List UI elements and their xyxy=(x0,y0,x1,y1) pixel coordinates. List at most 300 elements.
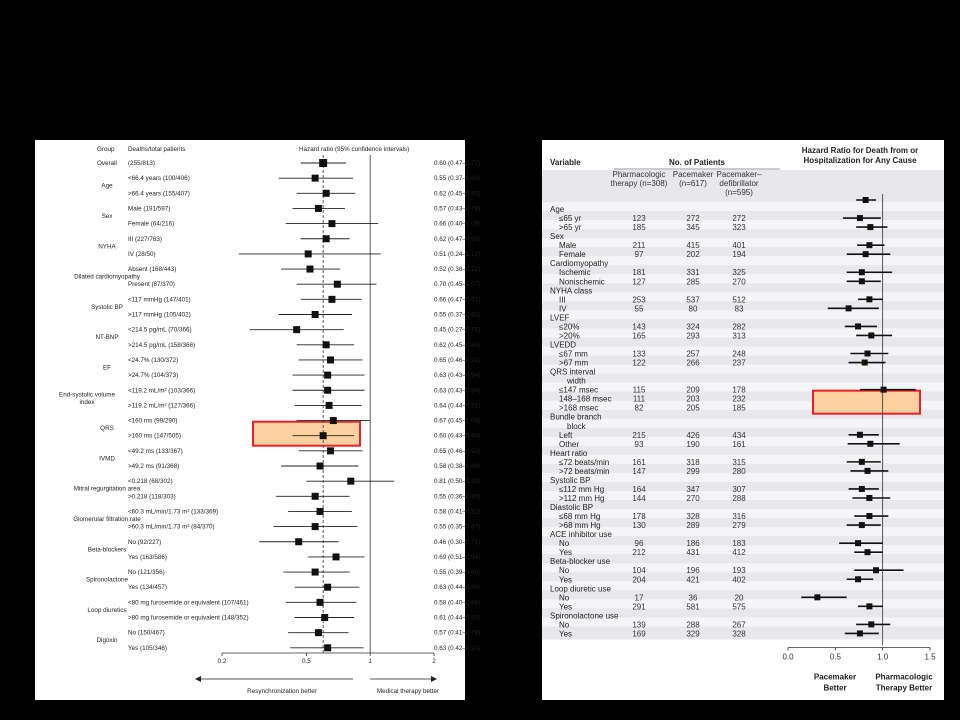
patient-count: 279 xyxy=(732,521,746,531)
variable-header: Systolic BP xyxy=(550,475,591,485)
hazard-ratio-marker xyxy=(334,281,341,288)
variable-header: LVEDD xyxy=(550,340,577,350)
hazard-ratio-value: 0.55 (0.39–0.80) xyxy=(434,569,481,577)
patient-count: 144 xyxy=(632,493,646,503)
hazard-ratio-marker xyxy=(306,266,313,273)
right-arrowhead xyxy=(431,676,437,682)
patient-count: 80 xyxy=(688,304,698,314)
subgroup-label: <119.2 mL/m² (103/366) xyxy=(128,387,196,395)
hazard-ratio-value: 0.63 (0.44–0.89) xyxy=(434,584,481,592)
group-label: Age xyxy=(101,182,113,190)
subgroup-label: Absent (168/443) xyxy=(128,266,177,274)
patient-count: 257 xyxy=(686,349,700,359)
variable-header: Diastolic BP xyxy=(550,503,594,513)
hazard-ratio-marker xyxy=(326,402,333,409)
hazard-ratio-value: 0.60 (0.47–0.77) xyxy=(434,160,481,167)
patient-count: 248 xyxy=(732,349,746,359)
hazard-ratio-value: 0.46 (0.30–0.71) xyxy=(434,538,481,546)
x-tick-label: 2 xyxy=(432,658,436,665)
subgroup-label: No xyxy=(559,620,570,630)
hazard-ratio-value: 0.66 (0.40–1.09) xyxy=(434,220,481,228)
patient-count: 203 xyxy=(686,394,700,404)
patient-count: 288 xyxy=(686,620,700,630)
chart-title: Hazard Ratio for Death from or xyxy=(801,146,919,155)
patient-count: 36 xyxy=(688,593,698,603)
patient-count: 186 xyxy=(686,539,700,549)
subgroup-label: ≤20% xyxy=(559,322,580,332)
patient-count: 272 xyxy=(732,214,746,224)
group-label: Spironolactone xyxy=(85,576,129,584)
patient-count: 232 xyxy=(732,394,746,404)
patient-count: 193 xyxy=(732,566,746,576)
hazard-ratio-marker xyxy=(881,387,887,393)
hazard-ratio-value: 0.45 (0.27–0.75) xyxy=(434,326,481,334)
hazard-ratio-value: 0.61 (0.44–0.84) xyxy=(434,614,481,622)
hazard-ratio-marker xyxy=(328,296,335,303)
group-label: Loop diuretics xyxy=(87,606,127,614)
patient-count: 401 xyxy=(732,241,746,251)
subgroup-label: No xyxy=(559,593,570,603)
hazard-ratio-marker xyxy=(859,522,865,528)
group-label: Digoxin xyxy=(96,637,118,645)
patient-count: 164 xyxy=(632,484,646,494)
header-num-patients: No. of Patients xyxy=(668,158,726,167)
patient-count: 185 xyxy=(632,223,646,233)
column-header: defibrillator xyxy=(719,179,759,188)
subgroup-label: III xyxy=(559,295,566,305)
patient-count: 143 xyxy=(632,322,646,332)
hazard-ratio-value: 0.65 (0.46–0.92) xyxy=(434,447,481,455)
left-arrowhead xyxy=(195,676,201,682)
patient-count: 96 xyxy=(634,539,644,549)
subgroup-label: No xyxy=(559,539,570,549)
subgroup-label: >49.2 ms (91/368) xyxy=(128,463,180,470)
patient-count: 267 xyxy=(732,620,746,630)
patient-count: 328 xyxy=(686,512,700,522)
hazard-ratio-marker xyxy=(855,576,861,582)
variable-header: Bundle branch xyxy=(550,412,602,422)
hazard-ratio-marker xyxy=(863,197,869,203)
patient-count: 20 xyxy=(734,593,744,603)
column-header: Pacemaker– xyxy=(716,170,762,179)
hazard-ratio-marker xyxy=(866,603,872,609)
patient-count: 97 xyxy=(634,250,644,260)
patient-count: 293 xyxy=(686,331,700,341)
patient-count: 316 xyxy=(732,512,746,522)
variable-header: Spironolactone use xyxy=(550,611,619,621)
subgroup-label: <80 mg furosemide or equivalent (107/461) xyxy=(128,599,249,607)
hazard-ratio-value: 0.63 (0.43–0.94) xyxy=(434,387,481,395)
subgroup-label: ≤68 mm Hg xyxy=(559,512,601,522)
subgroup-label: Male xyxy=(559,241,577,251)
subgroup-label: >20% xyxy=(559,331,580,341)
patient-count: 581 xyxy=(686,602,700,612)
hazard-ratio-marker xyxy=(866,296,872,302)
footer-resynchronization-better: Resynchronization better xyxy=(247,688,317,695)
subgroup-label: Left xyxy=(559,430,573,440)
hazard-ratio-marker xyxy=(347,478,354,485)
right-forest-svg xyxy=(542,140,944,700)
qrs-highlight-box xyxy=(253,422,360,446)
subgroup-label: >119.2 mL/m² (127/366) xyxy=(128,402,196,410)
patient-count: 104 xyxy=(632,566,646,576)
patient-count: 289 xyxy=(686,521,700,531)
patient-count: 17 xyxy=(634,593,644,603)
patient-count: 178 xyxy=(732,385,746,395)
x-tick-label: 0.2 xyxy=(217,658,227,665)
patient-count: 202 xyxy=(686,250,700,260)
group-label: IVMD xyxy=(99,455,115,463)
hazard-ratio-marker xyxy=(317,599,324,606)
patient-count: 55 xyxy=(634,304,644,314)
hazard-ratio-marker xyxy=(865,351,871,357)
hazard-ratio-marker xyxy=(323,235,330,242)
subgroup-label: >60.3 mL/min/1.73 m² (84/370) xyxy=(128,523,215,531)
variable-header: width xyxy=(567,376,586,386)
header-deaths: Deaths/total patients xyxy=(128,146,186,153)
hazard-ratio-marker xyxy=(865,468,871,474)
hazard-ratio-marker xyxy=(293,326,300,333)
patient-count: 161 xyxy=(632,457,646,467)
patient-count: 313 xyxy=(732,331,746,341)
hazard-ratio-value: 0.63 (0.43–0.94) xyxy=(434,372,481,380)
hazard-ratio-marker xyxy=(327,356,334,363)
group-label: Beta-blockers xyxy=(87,546,127,554)
x-tick-label: 1.0 xyxy=(877,652,889,662)
patient-count: 431 xyxy=(686,548,700,558)
hazard-ratio-marker xyxy=(857,630,863,636)
hazard-ratio-marker xyxy=(859,269,865,275)
subgroup-label: <214.5 pg/mL (70/366) xyxy=(128,326,192,334)
patient-count: 82 xyxy=(634,403,644,413)
subgroup-label: Yes xyxy=(559,575,573,585)
hazard-ratio-value: 0.51 (0.24–1.12) xyxy=(434,250,481,258)
subgroup-label: >24.7% (104/373) xyxy=(128,372,179,380)
subgroup-label: Male (191/597) xyxy=(128,205,171,213)
hazard-ratio-value: 0.52 (0.38–0.72) xyxy=(434,266,481,274)
footer-medical-therapy-better: Medical therapy better xyxy=(376,688,440,695)
x-tick-label: 0.0 xyxy=(782,652,794,662)
hazard-ratio-marker xyxy=(866,242,872,248)
patient-count: 318 xyxy=(686,457,700,467)
subgroup-label: <117 mmHg (147/401) xyxy=(128,296,191,304)
hazard-ratio-marker xyxy=(862,360,868,366)
hazard-ratio-marker xyxy=(312,175,319,182)
group-label: End-systolic volume xyxy=(59,391,115,399)
column-header: Pharmacologic xyxy=(612,170,666,179)
patient-count: 139 xyxy=(632,620,646,630)
hazard-ratio-marker xyxy=(333,553,340,560)
hazard-ratio-marker xyxy=(315,205,322,212)
patient-count: 178 xyxy=(632,512,646,522)
patient-count: 325 xyxy=(732,268,746,278)
patient-count: 123 xyxy=(632,214,646,224)
hazard-ratio-value: 0.55 (0.37–0.82) xyxy=(434,311,481,319)
patient-count: 205 xyxy=(686,403,700,413)
patient-count: 190 xyxy=(686,439,700,449)
hazard-ratio-marker xyxy=(846,305,852,311)
subgroup-label: III (227/763) xyxy=(128,235,162,243)
subgroup-label: <0.218 (68/302) xyxy=(128,478,173,486)
hazard-ratio-value: 0.62 (0.47–0.80) xyxy=(434,235,481,243)
x-tick-label: 1 xyxy=(368,658,372,665)
patient-count: 345 xyxy=(686,223,700,233)
header-group: Group xyxy=(97,146,115,153)
subgroup-label: Nonischemic xyxy=(559,277,605,287)
subgroup-label: Yes (105/346) xyxy=(128,644,167,652)
hazard-ratio-value: 0.57 (0.41–0.79) xyxy=(434,629,481,637)
subgroup-label: Yes xyxy=(559,548,573,558)
subgroup-forest-plot-right xyxy=(542,140,944,700)
subgroup-label: <49.2 ms (133/367) xyxy=(128,447,183,455)
variable-header: ACE inhibitor use xyxy=(550,530,612,540)
group-label: Dilated cardiomyopathy xyxy=(74,273,140,281)
subgroup-label: >72 beats/min xyxy=(559,466,610,476)
patient-count: 237 xyxy=(732,358,746,368)
variable-header: block xyxy=(567,421,586,431)
patient-count: 215 xyxy=(632,430,646,440)
patient-count: 323 xyxy=(732,223,746,233)
hazard-ratio-value: 0.57 (0.43–0.76) xyxy=(434,205,481,213)
subgroup-label: >112 mm Hg xyxy=(559,493,605,503)
hazard-ratio-marker xyxy=(866,495,872,501)
footer-pharmacologic-better: Therapy Better xyxy=(875,683,933,693)
subgroup-label: >68 mm Hg xyxy=(559,521,601,531)
patient-count: 402 xyxy=(732,575,746,585)
group-label: NT-BNP xyxy=(95,334,119,342)
hazard-ratio-marker xyxy=(867,224,873,230)
patient-count: 212 xyxy=(632,548,646,558)
group-label: Sex xyxy=(101,213,113,221)
column-header: (n=617) xyxy=(679,179,707,188)
subgroup-label: >65 yr xyxy=(559,223,582,233)
group-label: Overall xyxy=(97,160,117,167)
patient-count: 426 xyxy=(686,430,700,440)
hazard-ratio-marker xyxy=(814,594,820,600)
subgroup-label: >67 mm xyxy=(559,358,589,368)
patient-count: 272 xyxy=(686,214,700,224)
subgroup-label: <24.7% (130/372) xyxy=(128,356,179,364)
hazard-ratio-value: 0.69 (0.51–0.94) xyxy=(434,553,481,561)
patient-count: 194 xyxy=(732,250,746,260)
subgroup-label: >117 mmHg (105/402) xyxy=(128,311,191,319)
subgroup-label: Yes (134/457) xyxy=(128,584,167,592)
subgroup-label: ≤112 mm Hg xyxy=(559,484,605,494)
subgroup-forest-plot-left xyxy=(35,140,481,700)
hazard-ratio-marker xyxy=(317,463,324,470)
patient-count: 204 xyxy=(632,575,646,585)
footer-pacemaker-better: Pacemaker xyxy=(813,672,857,682)
patient-count: 161 xyxy=(732,439,746,449)
subgroup-label: (255/813) xyxy=(128,160,155,167)
patient-count: 181 xyxy=(632,268,646,278)
hazard-ratio-marker xyxy=(312,311,319,318)
chart-title: Hospitalization for Any Cause xyxy=(803,156,917,165)
patient-count: 127 xyxy=(632,277,646,287)
patient-count: 270 xyxy=(686,493,700,503)
patient-count: 111 xyxy=(632,394,646,404)
hazard-ratio-marker xyxy=(323,341,330,348)
patient-count: 347 xyxy=(686,484,700,494)
hazard-ratio-marker xyxy=(865,549,871,555)
group-label: EF xyxy=(102,364,112,372)
footer-pharmacologic-better: Pharmacologic xyxy=(875,672,933,682)
variable-header: Loop diuretic use xyxy=(550,584,611,594)
hazard-ratio-marker xyxy=(295,538,302,545)
patient-count: 512 xyxy=(732,295,746,305)
group-label: Systolic BP xyxy=(91,303,123,311)
variable-header: Cardiomyopathy xyxy=(550,259,609,269)
patient-count: 147 xyxy=(632,466,646,476)
patient-count: 307 xyxy=(732,484,746,494)
left-forest-svg xyxy=(35,140,481,700)
hazard-ratio-marker xyxy=(305,250,312,257)
patient-count: 329 xyxy=(686,629,700,639)
hazard-ratio-marker xyxy=(868,332,874,338)
patient-count: 183 xyxy=(732,539,746,549)
subgroup-label: Yes xyxy=(559,602,573,612)
patient-count: 209 xyxy=(686,385,700,395)
subgroup-label: Yes (163/586) xyxy=(128,553,167,561)
subgroup-label: Female xyxy=(559,250,586,260)
hazard-ratio-marker xyxy=(324,584,331,591)
patient-count: 324 xyxy=(686,322,700,332)
hazard-ratio-marker xyxy=(324,644,331,651)
hazard-ratio-value: 0.55 (0.36–0.80) xyxy=(434,493,481,501)
row-stripe xyxy=(542,202,944,211)
hazard-ratio-marker xyxy=(324,372,331,379)
hazard-ratio-marker xyxy=(857,432,863,438)
subgroup-label: >66.4 years (155/407) xyxy=(128,190,190,198)
footer-pacemaker-better: Better xyxy=(823,683,847,693)
patient-count: 291 xyxy=(632,602,646,612)
hazard-ratio-marker xyxy=(317,508,324,515)
patient-count: 211 xyxy=(632,241,646,251)
hazard-ratio-value: 0.62 (0.45–0.85) xyxy=(434,190,481,198)
subgroup-label: >168 msec xyxy=(559,403,599,413)
patient-count: 93 xyxy=(634,439,644,449)
variable-header: NYHA class xyxy=(550,286,593,296)
subgroup-label: IV (28/50) xyxy=(128,250,156,258)
hazard-ratio-marker xyxy=(321,614,328,621)
variable-header: QRS interval xyxy=(550,367,596,377)
hazard-ratio-marker xyxy=(863,251,869,257)
subgroup-label: <160 ms (99/290) xyxy=(128,417,178,425)
hazard-ratio-marker xyxy=(873,567,879,573)
hazard-ratio-value: 0.58 (0.38–0.88) xyxy=(434,463,481,470)
hazard-ratio-marker xyxy=(868,621,874,627)
x-tick-label: 0.5 xyxy=(301,658,311,665)
hazard-ratio-marker xyxy=(320,432,327,439)
x-tick-label: 1.5 xyxy=(924,652,936,662)
group-label: QRS xyxy=(100,425,114,433)
patient-count: 196 xyxy=(686,566,700,576)
subgroup-label: Ischemic xyxy=(559,268,591,278)
hazard-ratio-marker xyxy=(855,540,861,546)
subgroup-label: No (121/356) xyxy=(128,569,165,577)
hazard-ratio-marker xyxy=(324,387,331,394)
variable-header: Age xyxy=(550,205,565,215)
subgroup-label: Yes xyxy=(559,629,573,639)
subgroup-label: ≤72 beats/min xyxy=(559,457,610,467)
patient-count: 83 xyxy=(734,304,744,314)
hazard-ratio-marker xyxy=(857,215,863,221)
subgroup-label: <60.3 mL/min/1.73 m² (133/369) xyxy=(128,508,219,516)
hazard-ratio-value: 0.62 (0.45–0.84) xyxy=(434,341,481,349)
hazard-ratio-marker xyxy=(328,220,335,227)
hazard-ratio-marker xyxy=(859,278,865,284)
variable-header: LVEF xyxy=(550,313,570,323)
hazard-ratio-marker xyxy=(867,441,873,447)
patient-count: 169 xyxy=(632,629,646,639)
patient-count: 415 xyxy=(686,241,700,251)
subgroup-label: Present (87/370) xyxy=(128,281,175,289)
patient-count: 185 xyxy=(732,403,746,413)
subgroup-label: ≤147 msec xyxy=(559,385,599,395)
hazard-ratio-value: 0.55 (0.35–0.87) xyxy=(434,523,481,531)
hazard-ratio-marker xyxy=(327,447,334,454)
hazard-ratio-marker xyxy=(330,417,337,424)
hazard-ratio-value: 0.60 (0.43–0.84) xyxy=(434,432,481,440)
hazard-ratio-value: 0.66 (0.47–0.91) xyxy=(434,296,481,304)
patient-count: 537 xyxy=(686,295,700,305)
hazard-ratio-value: 0.63 (0.42–0.93) xyxy=(434,644,481,652)
patient-count: 299 xyxy=(686,466,700,476)
hazard-ratio-marker xyxy=(312,569,319,576)
subgroup-label: >0.218 (118/303) xyxy=(128,493,176,501)
column-header: (n=595) xyxy=(725,188,753,197)
patient-count: 285 xyxy=(686,277,700,287)
subgroup-label: No (150/467) xyxy=(128,629,165,637)
header-hazard-ratio: Hazard ratio (95% confidence intervals) xyxy=(299,146,410,153)
column-header: Pacemaker xyxy=(672,170,714,179)
subgroup-label: IV xyxy=(559,304,567,314)
hazard-ratio-value: 0.81 (0.50–1.30) xyxy=(434,478,481,486)
patient-count: 253 xyxy=(632,295,646,305)
variable-header: Sex xyxy=(550,232,564,242)
group-label: index xyxy=(79,398,95,406)
column-header: therapy (n=308) xyxy=(610,179,668,188)
hazard-ratio-marker xyxy=(855,323,861,329)
subgroup-label: No xyxy=(559,566,570,576)
variable-header: Beta-blocker use xyxy=(550,557,611,567)
header-variable: Variable xyxy=(550,158,581,167)
patient-count: 270 xyxy=(732,277,746,287)
patient-count: 575 xyxy=(732,602,746,612)
subgroup-label: Female (64/216) xyxy=(128,220,175,228)
qrs-highlight-box xyxy=(813,391,920,414)
patient-count: 266 xyxy=(686,358,700,368)
patient-count: 412 xyxy=(732,548,746,558)
patient-count: 434 xyxy=(732,430,746,440)
row-stripe xyxy=(542,419,944,428)
group-label: Glomerular filtration rate xyxy=(73,516,141,524)
hazard-ratio-value: 0.64 (0.44–0.91) xyxy=(434,402,481,410)
subgroup-label: >80 mg furosemide or equivalent (148/352) xyxy=(128,614,249,622)
patient-count: 130 xyxy=(632,521,646,531)
hazard-ratio-value: 0.67 (0.45–1.00) xyxy=(434,417,481,425)
subgroup-label: No (92/227) xyxy=(128,538,162,546)
subgroup-label: 148–168 msec xyxy=(559,394,612,404)
subgroup-label: >214.5 pg/mL (158/366) xyxy=(128,341,196,349)
patient-count: 288 xyxy=(732,493,746,503)
hazard-ratio-marker xyxy=(315,629,322,636)
patient-count: 115 xyxy=(632,385,646,395)
hazard-ratio-value: 0.55 (0.37–0.83) xyxy=(434,175,481,183)
hazard-ratio-marker xyxy=(312,523,319,530)
hazard-ratio-value: 0.70 (0.45–1.07) xyxy=(434,281,481,289)
patient-count: 315 xyxy=(732,457,746,467)
